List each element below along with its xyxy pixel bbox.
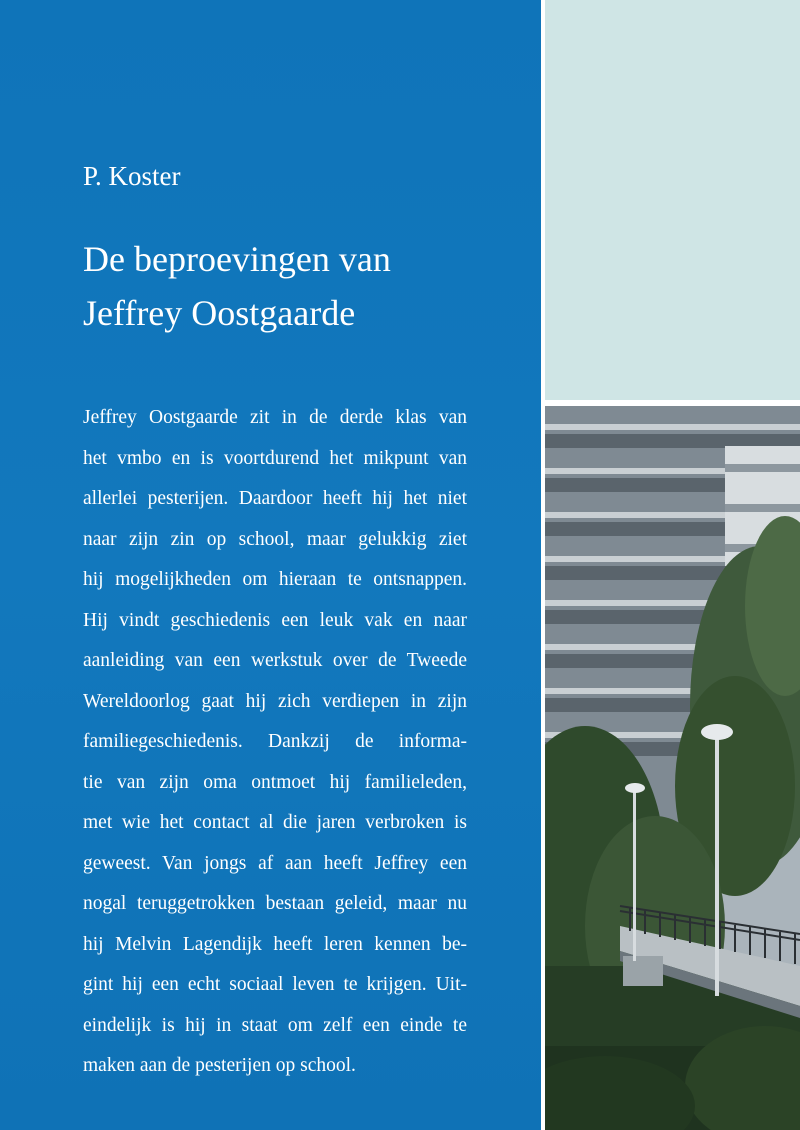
blurb-line: geweest. Van jongs af aan heeft Jeffrey een (83, 852, 467, 874)
blurb-line: Hij vindt geschiedenis een leuk vak en naar (83, 609, 467, 631)
blurb-line: nogal teruggetrokken bestaan geleid, maar nu (83, 893, 467, 914)
blurb-line: familiegeschiedenis. Dankzij de informa- (83, 731, 467, 752)
blurb-line: tie van zijn oma ontmoet hij familieleden, (83, 771, 467, 793)
blurb-line: gint hij een echt sociaal leven te krijgen. Uit- (83, 974, 467, 995)
author-name: P. Koster (83, 161, 181, 191)
blurb-line: hij mogelijkheden om hieraan te ontsnappen. (83, 569, 467, 590)
blurb-line: eindelijk is hij in staat om zelf een einde te (83, 1014, 467, 1036)
blurb-line: naar zijn zin op school, maar gelukkig ziet (83, 528, 467, 550)
blurb-line: allerlei pesterijen. Daardoor heeft hij het niet (83, 488, 467, 509)
blurb-line: Jeffrey Oostgaarde zit in de derde klas van (83, 407, 467, 428)
blurb-line: met wie het contact al die jaren verbroken is (83, 812, 467, 833)
blurb-line: het vmbo en is voortdurend het mikpunt van (83, 447, 467, 469)
blurb-line: aanleiding van een werkstuk over de Tweede (83, 650, 467, 671)
cover-mint-panel (545, 0, 800, 400)
book-title-line: De beproevingen van (83, 239, 391, 279)
back-cover-blurb (83, 398, 467, 1087)
book-title-line: Jeffrey Oostgaarde (83, 293, 356, 333)
blurb-line: hij Melvin Lagendijk heeft leren kennen be- (83, 933, 467, 955)
book-title (83, 232, 523, 340)
cover-photo (545, 406, 800, 1130)
blurb-line: Wereldoorlog gaat hij zich verdiepen in zijn (83, 690, 467, 712)
blurb-line: maken aan de pesterijen op school. (83, 1055, 356, 1076)
